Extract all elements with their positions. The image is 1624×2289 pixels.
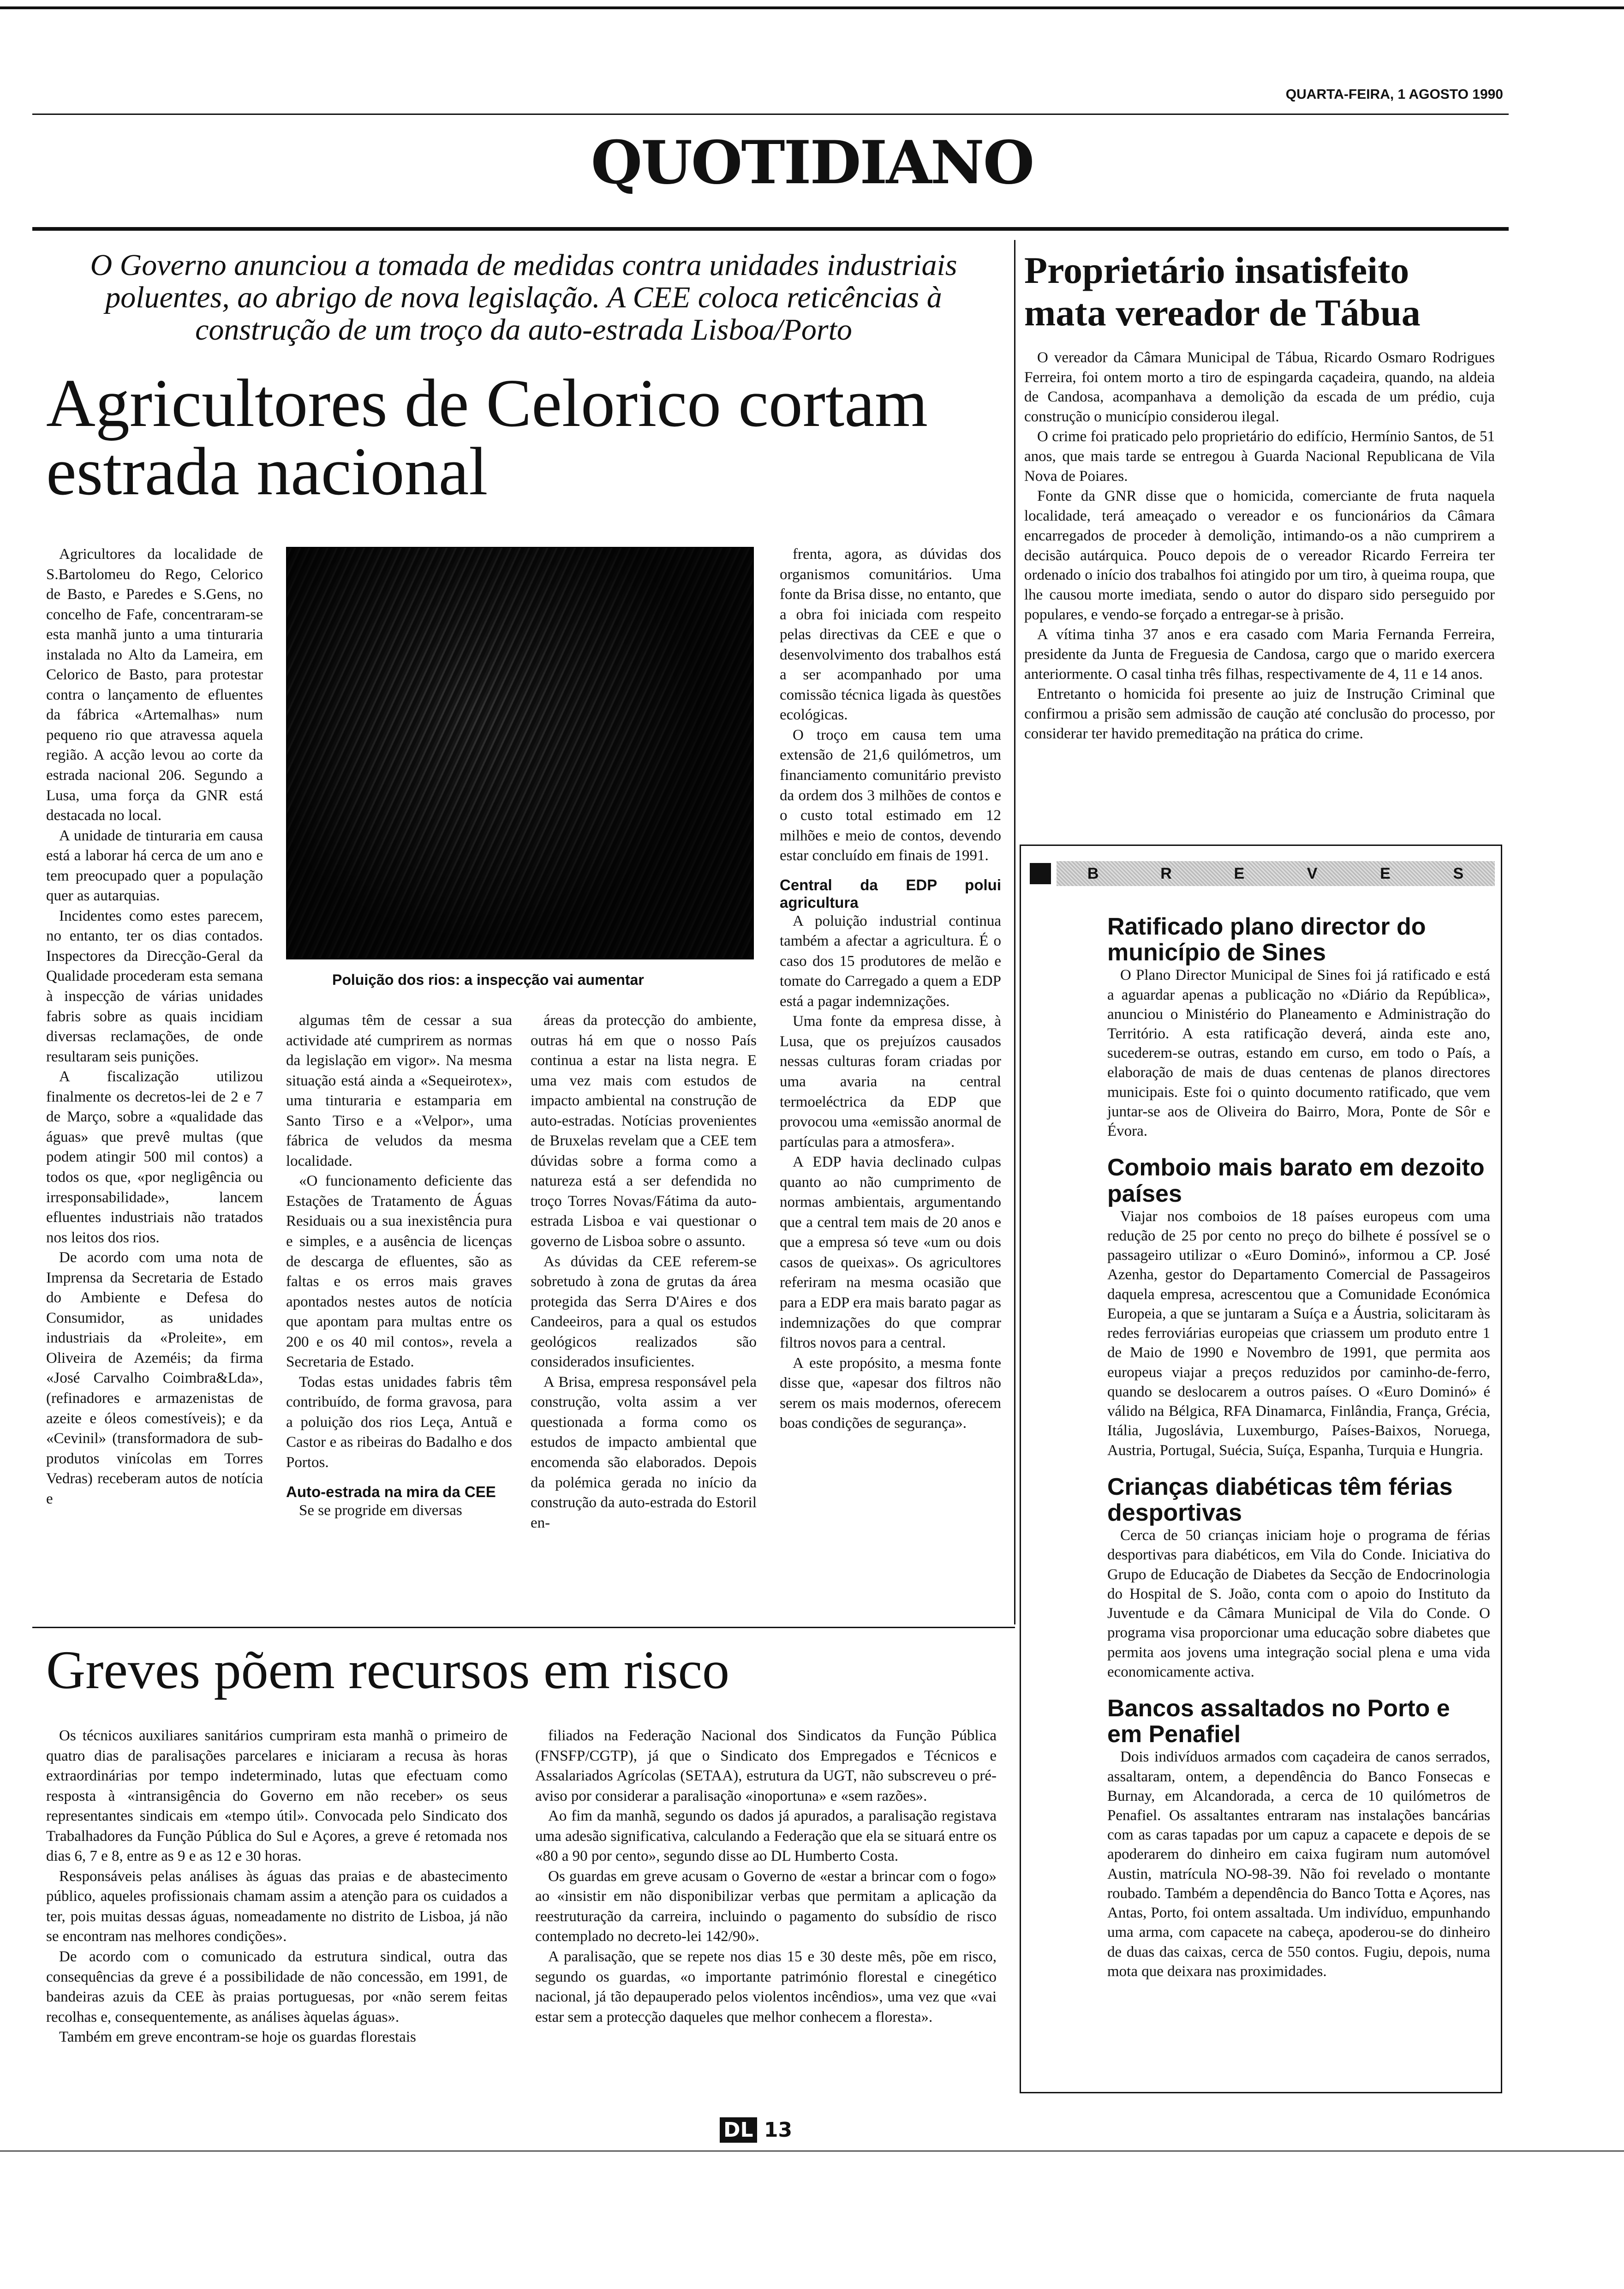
paragraph: Ao fim da manhã, segundo os dados já apurados, a paralisação registava uma adesão significativa, calculando a Federação que ela se situará entre os «80 a 90 por cento», segundo disse ao DL Humberto Costa. — [535, 1808, 997, 1865]
paragraph: Fonte da GNR disse que o homicida, comerciante de fruta naquela localidade, terá ameaçado o vereador e os funcionários da Câmara encarregados de proceder à demolição, intimando-os a não cumprirem a decisão autárquica. Pouco depois de o vereador Ricardo Ferreira ter ordenado o início dos trabalhos foi atingido por um tiro, à queima roupa, que lhe causou morte imediata, sendo o autor do disparo sido perseguido por populares, e vendo-se forçado a entregar-se à prisão. — [1024, 487, 1495, 623]
paragraph: Incidentes como estes parecem, no entanto, ter os dias contados. Inspectores da Direcção-Geral da Qualidade procederam esta semana à inspecção de várias unidades fabris sobre as quais incidiam diversas reclamações, de onde resultaram seis punições. — [46, 907, 263, 1065]
paragraph: A este propósito, a mesma fonte disse que, «apesar dos filtros não serem os mais modernos, oferecem boas condições de segurança». — [780, 1354, 1001, 1432]
paragraph: A EDP havia declinado culpas quanto ao não cumprimento de normas ambientais, argumentando que a central tem mais de 20 anos e que a empresa só teve «um ou dois casos de queixas». Os agricultores referiram na mesma ocasião que para a EDP era mais barato pagar as indemnizações do que comprar filtros novos para a central. — [780, 1154, 1001, 1352]
lead-column-3 — [531, 1011, 757, 1533]
masthead-rule — [32, 114, 1509, 115]
photo-caption: Poluição dos rios: a inspecção vai aumentar — [332, 971, 644, 988]
river-pollution-photo — [286, 547, 754, 959]
paragraph: Os guardas em greve acusam o Governo de «estar a brincar com o fogo» ao «insistir em não disponibilizar verbas que permitam a aplicação da reestruturação da carreira, incluindo o pagamento do subsídio de risco contemplado no decreto-lei 142/90». — [535, 1868, 997, 1945]
issue-date: QUARTA-FEIRA, 1 AGOSTO 1990 — [1285, 87, 1503, 102]
paragraph: Responsáveis pelas análises às águas das praias e de abastecimento público, aqueles profissionais chamam assim a atenção para os cuidados a ter, pois muitas dessas águas, nomeadamente no distrito de Lisboa, já não se encontram nas melhores condições». — [46, 1868, 508, 1945]
paragraph: Agricultores da localidade de S.Bartolomeu do Rego, Celorico de Basto, e Paredes e S.Gens, no concelho de Fafe, concentraram-se esta manhã junto a uma tinturaria instalada no Alto da Lameira, em Celorico de Basto, para protestar contra o lançamento de efluentes da fábrica «Artemalhas» num pequeno rio que atravessa aquela região. A acção levou ao corte da estrada nacional 206. Segundo a Lusa, uma força da GNR está destacada no local. — [46, 546, 263, 824]
top-rule — [0, 6, 1624, 9]
breves-letter: R — [1160, 864, 1172, 882]
breves-marker — [1030, 863, 1051, 884]
paragraph: A poluição industrial continua também a afectar a agricultura. É o caso dos 15 produtores de melão e tomate do Carregado a quem a EDP está a pagar indemnizações. — [780, 912, 1001, 1010]
breves-title — [1057, 861, 1495, 886]
breves-letter: S — [1453, 864, 1464, 882]
lead-column-1 — [46, 545, 263, 1509]
paragraph: De acordo com uma nota de Imprensa da Secretaria de Estado do Ambiente e Defesa do Consumidor, as unidades industriais da «Proleite», em Oliveira de Azeméis; da firma «José Carvalho Coimbra&Lda», (refinadores e armazenistas de azeite e óleos comestíveis); e da «Cevinil» (transformadora de sub-produtos vinícolas em Torres Vedras) receberam autos de notícia e — [46, 1249, 263, 1507]
paragraph: algumas têm de cessar a sua actividade até cumprirem as normas da legislação em vigor». Na mesma situação está ainda a «Sequeirotex», uma tinturaria e estamparia em Santo Tirso e a «Velpor», uma fábrica de veludos da mesma localidade. — [286, 1012, 512, 1169]
brief-headline: Comboio mais barato em dezoito países — [1107, 1154, 1485, 1207]
paragraph: A paralisação, que se repete nos dias 15 e 30 deste mês, põe em risco, segundo os guardas, «o importante património florestal e cinegético nacional, já tão depauperado pelos violentos incêndios», uma vez que «vai estar sem a protecção daqueles que melhor conhecem a floresta». — [535, 1948, 997, 2025]
paragraph: A fiscalização utilizou finalmente os decretos-lei de 2 e 7 de Março, sobre a «qualidade das águas» que prevê multas (que podem atingir 500 mil contos) a todos os que, «por negligência ou irresponsabilidade», lancem efluentes industriais não tratados nos leitos dos rios. — [46, 1068, 263, 1246]
subheading: Central da EDP polui agricultura — [780, 876, 1001, 911]
column-divider — [1014, 240, 1015, 1624]
breves-letter: V — [1307, 864, 1318, 882]
paragraph: Os técnicos auxiliares sanitários cumpriram esta manhã o primeiro de quatro dias de paralisações parcelares e iniciaram a recusa às horas extraordinárias por tempo indeterminado, lutas que efectuam como resposta à «intransigência do Governo em não receber» os seus representantes sindicais em «tempo útil». Convocada pelo Sindicato dos Trabalhadores da Função Pública do Sul e Açores, a greve é retomada nos dias 6, 7 e 8, entre as 9 e as 12 e 30 horas. — [46, 1727, 508, 1865]
paragraph: Todas estas unidades fabris têm contribuído, de forma gravosa, para a poluição dos rios Leça, Antuã e Castor e as ribeiras do Badalho e dos Portos. — [286, 1373, 512, 1471]
section-title: QUOTIDIANO — [591, 128, 1033, 198]
paragraph: áreas da protecção do ambiente, outras há em que o nosso País continua a estar na lista negra. E uma vez mais com estudos de impacto ambiental na construção de auto-estradas. Notícias provenientes de Bruxelas revelam que a CEE tem dúvidas sobre a forma como a natureza está a ser defendida no troço Torres Novas/Fátima da auto-estrada Lisboa e vai questionar o governo de Lisboa sobre o assunto. — [531, 1012, 757, 1250]
paragraph: O troço em causa tem uma extensão de 21,6 quilómetros, um financiamento comunitário previsto da ordem dos 3 milhões de contos e o custo total estimado em 12 milhões e meio de contos, devendo estar concluído em finais de 1991. — [780, 726, 1001, 864]
brief-body: Viajar nos comboios de 18 países europeus com uma redução de 25 por cento no preço do bilhete é possível se o passageiro utilizar o «Euro Dominó», informou a CP. José Azenha, gestor do Departamento Comercial de Passageiros daquela empresa, acrescentou que a Comunidade Económica Europeia, a que se juntaram a Suíça e a Áustria, solicitaram às redes ferroviárias europeias que criassem um produto entre 1 de Maio de 1990 e Novembro de 1991, que permita aos europeus viajar a preços reduzidos por caminho-de-ferro, quando se deslocarem a outros países. O «Euro Dominó» é válido na Bélgica, RFA Dinamarca, Finlândia, França, Grécia, Itália, Jugoslávia, Luxemburgo, Países-Baixos, Noruega, Austria, Portugal, Suécia, Suíça, Espanha, Turquia e Hungria. — [1107, 1208, 1490, 1459]
paragraph: A Brisa, empresa responsável pela construção, volta assim a ver questionada a forma como os estudos de impacto ambiental que encomenda são elaborados. Depois da polémica gerada no início da construção da auto-estrada do Estoril en- — [531, 1373, 757, 1531]
breves-letter: B — [1087, 864, 1099, 882]
paragraph: O vereador da Câmara Municipal de Tábua, Ricardo Osmaro Rodrigues Ferreira, foi ontem morto a tiro de espingarda caçadeira, quando, na aldeia de Candosa, acompanhava a demolição da escada de um prédio, cuja construção o município considerou ilegal. — [1024, 349, 1495, 425]
breves-list — [1107, 914, 1490, 1995]
greves-column-1 — [46, 1726, 508, 2048]
brief-body: Cerca de 50 crianças iniciam hoje o programa de férias desportivas para diabéticos, em Vila do Conde. Iniciativa do Grupo de Educação de Diabetes da Secção de Endocrinologia do Hospital de S. João, conta com o apoio do Instituto da Juventude e da Câmara Municipal de Vila do Conde. O programa visa proporcionar uma educação sobre diabetes que permita aos jovens uma integração social plena e uma vida economicamente activa. — [1107, 1527, 1490, 1680]
brief-headline: Bancos assaltados no Porto e em Penafiel — [1107, 1695, 1450, 1748]
lead-deck: O Governo anunciou a tomada de medidas contra unidades industriais poluentes, ao abrigo de nova legislação. A CEE coloca reticências à construção de um troço da auto-estrada Lisboa/Porto — [90, 248, 957, 347]
paragraph: Uma fonte da empresa disse, à Lusa, que os prejuízos causados nessas culturas foram criadas por uma avaria na central termoeléctrica da EDP que provocou uma «emissão anormal de partículas para a atmosfera». — [780, 1013, 1001, 1150]
tabua-body — [1024, 348, 1495, 744]
tabua-headline: Proprietário insatisfeito mata vereador de Tábua — [1024, 249, 1421, 334]
tabua-story — [1024, 249, 1495, 743]
paragraph: filiados na Federação Nacional dos Sindicatos da Função Pública (FNSFP/CGTP), já que o Sindicato dos Empregados e Técnicos e Assalariados Agrícolas (SETAA), estrutura da UGT, não subscreveu o pré-aviso por considerar a paralisação «inoportuna» e «sem razões». — [535, 1727, 997, 1804]
paragraph: Também em greve encontram-se hoje os guardas florestais — [59, 2029, 416, 2046]
subheading: Auto-estrada na mira da CEE — [286, 1483, 496, 1500]
brief-headline: Ratificado plano director do município de Sines — [1107, 913, 1426, 966]
greves-headline: Greves põem recursos em risco — [46, 1640, 730, 1700]
lead-column-4 — [780, 545, 1001, 1434]
paragraph: frenta, agora, as dúvidas dos organismos comunitários. Uma fonte da Brisa disse, no entanto, que a obra foi iniciada com respeito pelas directivas da CEE e que o desenvolvimento dos trabalhos está a ser acompanhado por uma comissão técnica ligada às questões ecológicas. — [780, 546, 1001, 724]
paragraph: As dúvidas da CEE referem-se sobretudo à zona de grutas da área protegida das Serra D'Aires e dos Candeeiros, para a qual os estudos geológicos realizados são considerados insuficientes. — [531, 1253, 757, 1371]
dl-logo: DL — [720, 2117, 757, 2143]
brief-headline: Crianças diabéticas têm férias desportivas — [1107, 1473, 1453, 1526]
paragraph: Se se progride em diversas — [299, 1502, 462, 1519]
paragraph: O crime foi praticado pelo proprietário do edifício, Hermínio Santos, de 51 anos, que mais tarde se entregou à Guarda Nacional Republicana de Vila Nova de Poiares. — [1024, 428, 1495, 485]
paragraph: A vítima tinha 37 anos e era casado com Maria Fernanda Ferreira, presidente da Junta de Freguesia de Candosa, cargo que o marido exercera anteriormente. O casal tinha três filhas, respectivamente de 4, 11 e 14 anos. — [1024, 626, 1495, 683]
paragraph: Entretanto o homicida foi presente ao juiz de Instrução Criminal que confirmou a prisão sem admissão de caução até conclusão do processo, por considerar ter havido premeditação na prática do crime. — [1024, 685, 1495, 742]
footer-logo — [720, 2118, 792, 2142]
lead-column-2 — [286, 1011, 512, 1521]
paragraph: «O funcionamento deficiente das Estações de Tratamento de Águas Residuais ou a sua inexistência pura e simples, e a ausência de licenças de descarga de efluentes, são as faltas e os erros mais graves apontados nestes autos de notícia que apontam para multas entre os 200 e os 40 mil contos», revela a Secretaria de Estado. — [286, 1173, 512, 1371]
brief-body: Dois indivíduos armados com caçadeira de canos serrados, assaltaram, ontem, a dependência do Banco Fonsecas e Burnay, em Alcandorada, a cerca de 10 quilómetros de Penafiel. Os assaltantes entraram nas instalações bancárias com as caras tapadas por um capuz a capacete e depois de se apoderarem do dinheiro em caixa fugiram num automóvel Austin, matrícula NO-98-39. Não foi revelado o montante roubado. Também a dependência do Banco Totta e Açores, nas Antas, Porto, foi ontem assaltada. Um indivíduo, empunhando uma arma, com capacete na cabeça, apoderou-se do dinheiro de duas das caixas, cerca de 550 contos. Fugiu, depois, numa mota que deixara nas proximidades. — [1107, 1749, 1490, 1980]
brief-body: O Plano Director Municipal de Sines foi já ratificado e está a aguardar apenas a publicação no «Diário da República», anunciou o Ministério do Planeamento e Administração do Território. A esta ratificação deverá, ainda este ano, sucederem-se outras, estando em curso, em todo o País, a elaboração de mais de duas centenas de planos directores municipais. Este foi o quinto documento ratificado, que vem juntar-se aos de Oliveira do Bairro, Mora, Ponte de Sôr e Évora. — [1107, 967, 1490, 1140]
page-number: 13 — [764, 2118, 793, 2142]
greves-rule — [32, 1627, 1015, 1628]
breves-letter: E — [1380, 864, 1391, 882]
lead-headline: Agricultores de Celorico cortam estrada nacional — [46, 366, 928, 509]
greves-column-2 — [535, 1726, 997, 2027]
section-rule — [32, 227, 1509, 231]
paragraph: A unidade de tinturaria em causa está a laborar há cerca de um ano e tem preocupado quer a população quer as autarquias. — [46, 827, 263, 905]
paragraph: De acordo com o comunicado da estrutura sindical, outra das consequências da greve é a possibilidade de não concessão, em 1991, de bandeiras azuis da CEE às praias portuguesas, por «não serem feitas recolhas e, consequentemente, as análises àquelas águas». — [46, 1948, 508, 2025]
breves-letter: E — [1234, 864, 1245, 882]
